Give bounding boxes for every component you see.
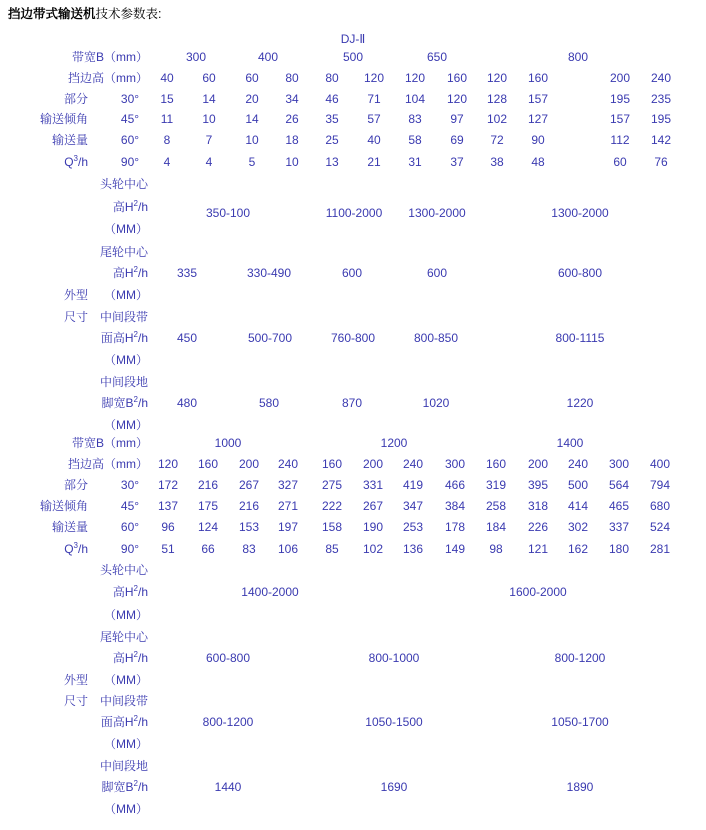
belt-width-value: 1200 xyxy=(380,436,408,450)
capacity-value: 564 xyxy=(608,478,630,492)
row-label-mid-belt-2: 中间段带 xyxy=(99,694,148,708)
capacity-value: 137 xyxy=(157,499,179,513)
flange-height-value: 40 xyxy=(160,71,174,85)
mid-belt-value: 1050-1500 xyxy=(365,715,423,729)
capacity-value: 96 xyxy=(161,520,175,534)
capacity-value: 7 xyxy=(205,133,213,147)
mid-ground-value: 480 xyxy=(176,396,198,410)
flange-height-value: 160 xyxy=(197,457,219,471)
capacity-value: 104 xyxy=(404,92,426,106)
capacity-value: 5 xyxy=(248,155,256,169)
row-label-outer-2: 外型 xyxy=(63,673,88,687)
mid-belt-value: 450 xyxy=(176,331,198,345)
capacity-value: 267 xyxy=(362,499,384,513)
mid-belt-value: 760-800 xyxy=(330,331,376,345)
capacity-value: 48 xyxy=(531,155,545,169)
row-label-capacity-1: 输送量 xyxy=(51,133,88,147)
row-label-belt-width-2: 带宽B（mm） xyxy=(72,436,148,450)
head-center-value: 1300-2000 xyxy=(408,206,466,220)
row-label-height-h-3: 高$H^2/h$ xyxy=(112,584,148,599)
flange-height-value: 60 xyxy=(202,71,216,85)
row-label-part-2: 部分 xyxy=(63,478,88,492)
capacity-value: 275 xyxy=(321,478,343,492)
capacity-value: 216 xyxy=(197,478,219,492)
capacity-value: 14 xyxy=(202,92,216,106)
mid-ground-value: 1690 xyxy=(380,780,408,794)
capacity-value: 46 xyxy=(325,92,339,106)
capacity-value: 281 xyxy=(649,542,671,556)
row-label-mm-5: （MM） xyxy=(104,608,148,622)
capacity-value: 222 xyxy=(321,499,343,513)
capacity-value: 253 xyxy=(402,520,424,534)
flange-height-value: 300 xyxy=(608,457,630,471)
capacity-value: 58 xyxy=(408,133,422,147)
model-label: DJ-Ⅱ xyxy=(340,32,366,46)
capacity-value: 226 xyxy=(527,520,549,534)
capacity-value: 34 xyxy=(285,92,299,106)
page-title-bold: 挡边带式输送机 xyxy=(8,7,96,21)
capacity-value: 149 xyxy=(444,542,466,556)
capacity-value: 10 xyxy=(245,133,259,147)
angle-label-45: 45° xyxy=(120,499,140,513)
capacity-value: 38 xyxy=(490,155,504,169)
angle-label-30: 30° xyxy=(120,92,140,106)
mid-ground-value: 1890 xyxy=(566,780,594,794)
capacity-value: 180 xyxy=(608,542,630,556)
flange-height-value: 240 xyxy=(277,457,299,471)
mid-belt-value: 500-700 xyxy=(247,331,293,345)
capacity-value: 500 xyxy=(567,478,589,492)
capacity-value: 106 xyxy=(277,542,299,556)
row-label-mm-2: （MM） xyxy=(104,288,148,302)
row-label-face-h-2: 面高$H^2/h$ xyxy=(100,714,148,729)
capacity-value: 112 xyxy=(610,133,630,147)
capacity-value: 37 xyxy=(450,155,464,169)
capacity-value: 21 xyxy=(367,155,381,169)
capacity-value: 10 xyxy=(202,112,216,126)
flange-height-value: 200 xyxy=(238,457,260,471)
capacity-value: 121 xyxy=(527,542,549,556)
row-label-belt-width-1: 带宽B（mm） xyxy=(72,50,148,64)
capacity-value: 142 xyxy=(650,133,672,147)
row-label-mm-4: （MM） xyxy=(104,418,148,432)
capacity-value: 395 xyxy=(527,478,549,492)
row-label-size-2: 尺寸 xyxy=(63,694,88,708)
angle-label-90: 90° xyxy=(120,542,140,556)
flange-height-value: 160 xyxy=(527,71,549,85)
row-label-size-1: 尺寸 xyxy=(63,310,88,324)
row-label-flange-height-1: 挡边高（mm） xyxy=(68,71,148,85)
capacity-value: 419 xyxy=(402,478,424,492)
capacity-value: 175 xyxy=(197,499,219,513)
mid-ground-value: 1020 xyxy=(422,396,450,410)
row-label-q-1: $Q^3/h$ xyxy=(64,154,88,169)
capacity-value: 258 xyxy=(485,499,507,513)
capacity-value: 216 xyxy=(238,499,260,513)
row-label-capacity-2: 输送量 xyxy=(51,520,88,534)
capacity-value: 128 xyxy=(486,92,508,106)
mid-ground-value: 1220 xyxy=(566,396,594,410)
capacity-value: 157 xyxy=(527,92,549,106)
flange-height-value: 200 xyxy=(527,457,549,471)
capacity-value: 18 xyxy=(285,133,299,147)
flange-height-value: 400 xyxy=(649,457,671,471)
capacity-value: 26 xyxy=(285,112,299,126)
row-label-mid-ground-1: 中间段地 xyxy=(99,375,148,389)
capacity-value: 90 xyxy=(531,133,545,147)
row-label-foot-b-1: 脚宽$B^2/h$ xyxy=(101,395,148,410)
capacity-value: 162 xyxy=(567,542,589,556)
tail-center-value: 800-1200 xyxy=(554,651,606,665)
belt-width-value: 800 xyxy=(567,50,589,64)
head-center-value: 1400-2000 xyxy=(241,585,299,599)
flange-height-value: 120 xyxy=(404,71,426,85)
capacity-value: 302 xyxy=(567,520,589,534)
capacity-value: 15 xyxy=(160,92,174,106)
page-title-rest: 技术参数表: xyxy=(95,7,162,21)
flange-height-value: 120 xyxy=(486,71,508,85)
row-label-incline-2: 输送倾角 xyxy=(39,499,88,513)
capacity-value: 190 xyxy=(362,520,384,534)
capacity-value: 319 xyxy=(485,478,507,492)
head-center-value: 1100-2000 xyxy=(325,206,383,220)
capacity-value: 69 xyxy=(450,133,464,147)
flange-height-value: 200 xyxy=(362,457,384,471)
capacity-value: 318 xyxy=(527,499,549,513)
mid-belt-value: 800-1115 xyxy=(555,331,605,345)
capacity-value: 13 xyxy=(325,155,339,169)
capacity-value: 524 xyxy=(649,520,671,534)
capacity-value: 235 xyxy=(650,92,672,106)
capacity-value: 85 xyxy=(325,542,339,556)
flange-height-value: 300 xyxy=(444,457,466,471)
capacity-value: 102 xyxy=(486,112,508,126)
flange-height-value: 240 xyxy=(402,457,424,471)
row-label-incline-1: 输送倾角 xyxy=(39,112,88,126)
capacity-value: 57 xyxy=(367,112,381,126)
belt-width-value: 500 xyxy=(342,50,364,64)
angle-label-45: 45° xyxy=(120,112,140,126)
capacity-value: 680 xyxy=(649,499,671,513)
capacity-value: 83 xyxy=(242,542,256,556)
row-label-face-h-1: 面高$H^2/h$ xyxy=(100,330,148,345)
belt-width-value: 650 xyxy=(426,50,448,64)
flange-height-value: 240 xyxy=(567,457,589,471)
flange-height-value: 160 xyxy=(321,457,343,471)
capacity-value: 72 xyxy=(490,133,504,147)
row-label-tail-center-2: 尾轮中心 xyxy=(99,630,148,644)
row-label-tail-center-1: 尾轮中心 xyxy=(99,245,148,259)
row-label-foot-b-2: 脚宽$B^2/h$ xyxy=(101,779,148,794)
mid-belt-value: 1050-1700 xyxy=(551,715,609,729)
angle-label-30: 30° xyxy=(120,478,140,492)
flange-height-value: 160 xyxy=(485,457,507,471)
row-label-mm-7: （MM） xyxy=(104,737,148,751)
capacity-value: 136 xyxy=(402,542,424,556)
capacity-value: 195 xyxy=(650,112,672,126)
row-label-q-2: $Q^3/h$ xyxy=(64,541,88,556)
angle-label-90: 90° xyxy=(120,155,140,169)
capacity-value: 794 xyxy=(649,478,671,492)
capacity-value: 327 xyxy=(277,478,299,492)
flange-height-value: 240 xyxy=(650,71,672,85)
flange-height-value: 60 xyxy=(245,71,259,85)
row-label-mm-8: （MM） xyxy=(104,802,148,816)
head-center-value: 350-100 xyxy=(205,206,251,220)
row-label-mm-3: （MM） xyxy=(104,353,148,367)
capacity-value: 197 xyxy=(277,520,299,534)
head-center-value: 1600-2000 xyxy=(509,585,567,599)
capacity-value: 172 xyxy=(157,478,179,492)
capacity-value: 347 xyxy=(402,499,424,513)
capacity-value: 4 xyxy=(205,155,213,169)
tail-center-value: 335 xyxy=(176,266,198,280)
capacity-value: 25 xyxy=(325,133,339,147)
capacity-value: 4 xyxy=(163,155,171,169)
capacity-value: 71 xyxy=(367,92,381,106)
capacity-value: 11 xyxy=(160,112,174,126)
capacity-value: 331 xyxy=(362,478,384,492)
capacity-value: 76 xyxy=(654,155,668,169)
capacity-value: 120 xyxy=(446,92,468,106)
row-label-mid-ground-2: 中间段地 xyxy=(99,759,148,773)
flange-height-value: 80 xyxy=(325,71,339,85)
mid-belt-value: 800-850 xyxy=(413,331,459,345)
row-label-mm-6: （MM） xyxy=(104,673,148,687)
flange-height-value: 200 xyxy=(609,71,631,85)
angle-label-60: 60° xyxy=(120,520,140,534)
capacity-value: 466 xyxy=(444,478,466,492)
capacity-value: 158 xyxy=(321,520,343,534)
head-center-value: 1300-2000 xyxy=(551,206,609,220)
row-label-part-1: 部分 xyxy=(63,92,88,106)
mid-ground-value: 870 xyxy=(341,396,363,410)
capacity-value: 195 xyxy=(609,92,631,106)
capacity-value: 60 xyxy=(613,155,627,169)
capacity-value: 20 xyxy=(245,92,259,106)
mid-belt-value: 800-1200 xyxy=(202,715,254,729)
capacity-value: 153 xyxy=(238,520,260,534)
flange-height-value: 80 xyxy=(285,71,299,85)
belt-width-value: 1000 xyxy=(214,436,242,450)
belt-width-value: 400 xyxy=(257,50,279,64)
capacity-value: 102 xyxy=(362,542,384,556)
capacity-value: 271 xyxy=(277,499,299,513)
capacity-value: 14 xyxy=(245,112,259,126)
tail-center-value: 330-490 xyxy=(246,266,292,280)
capacity-value: 8 xyxy=(163,133,171,147)
capacity-value: 97 xyxy=(450,112,464,126)
tail-center-value: 600 xyxy=(426,266,448,280)
row-label-mm-1: （MM） xyxy=(104,222,148,236)
tail-center-value: 600 xyxy=(341,266,363,280)
capacity-value: 83 xyxy=(408,112,422,126)
row-label-outer-1: 外型 xyxy=(63,288,88,302)
capacity-value: 267 xyxy=(238,478,260,492)
tail-center-value: 600-800 xyxy=(205,651,251,665)
row-label-height-h-2: 高$H^2/h$ xyxy=(112,265,148,280)
capacity-value: 10 xyxy=(285,155,299,169)
capacity-value: 465 xyxy=(608,499,630,513)
angle-label-60: 60° xyxy=(120,133,140,147)
row-label-height-h-4: 高$H^2/h$ xyxy=(112,650,148,665)
capacity-value: 124 xyxy=(197,520,219,534)
mid-ground-value: 580 xyxy=(258,396,280,410)
tail-center-value: 600-800 xyxy=(557,266,603,280)
row-label-head-center-2: 头轮中心 xyxy=(99,563,148,577)
mid-ground-value: 1440 xyxy=(214,780,242,794)
row-label-mid-belt-1: 中间段带 xyxy=(99,310,148,324)
tail-center-value: 800-1000 xyxy=(368,651,420,665)
capacity-value: 98 xyxy=(489,542,503,556)
capacity-value: 337 xyxy=(608,520,630,534)
belt-width-value: 1400 xyxy=(556,436,584,450)
row-label-height-h-1: 高$H^2/h$ xyxy=(112,199,148,214)
capacity-value: 127 xyxy=(527,112,549,126)
capacity-value: 157 xyxy=(609,112,631,126)
flange-height-value: 120 xyxy=(157,457,179,471)
flange-height-value: 120 xyxy=(363,71,385,85)
row-label-head-center-1: 头轮中心 xyxy=(99,177,148,191)
capacity-value: 51 xyxy=(161,542,175,556)
capacity-value: 35 xyxy=(325,112,339,126)
capacity-value: 184 xyxy=(485,520,507,534)
capacity-value: 31 xyxy=(408,155,422,169)
row-label-flange-height-2: 挡边高（mm） xyxy=(68,457,148,471)
capacity-value: 384 xyxy=(444,499,466,513)
page-title xyxy=(8,4,162,22)
capacity-value: 66 xyxy=(201,542,215,556)
capacity-value: 40 xyxy=(367,133,381,147)
capacity-value: 178 xyxy=(444,520,466,534)
capacity-value: 414 xyxy=(567,499,589,513)
flange-height-value: 160 xyxy=(446,71,468,85)
belt-width-value: 300 xyxy=(185,50,207,64)
